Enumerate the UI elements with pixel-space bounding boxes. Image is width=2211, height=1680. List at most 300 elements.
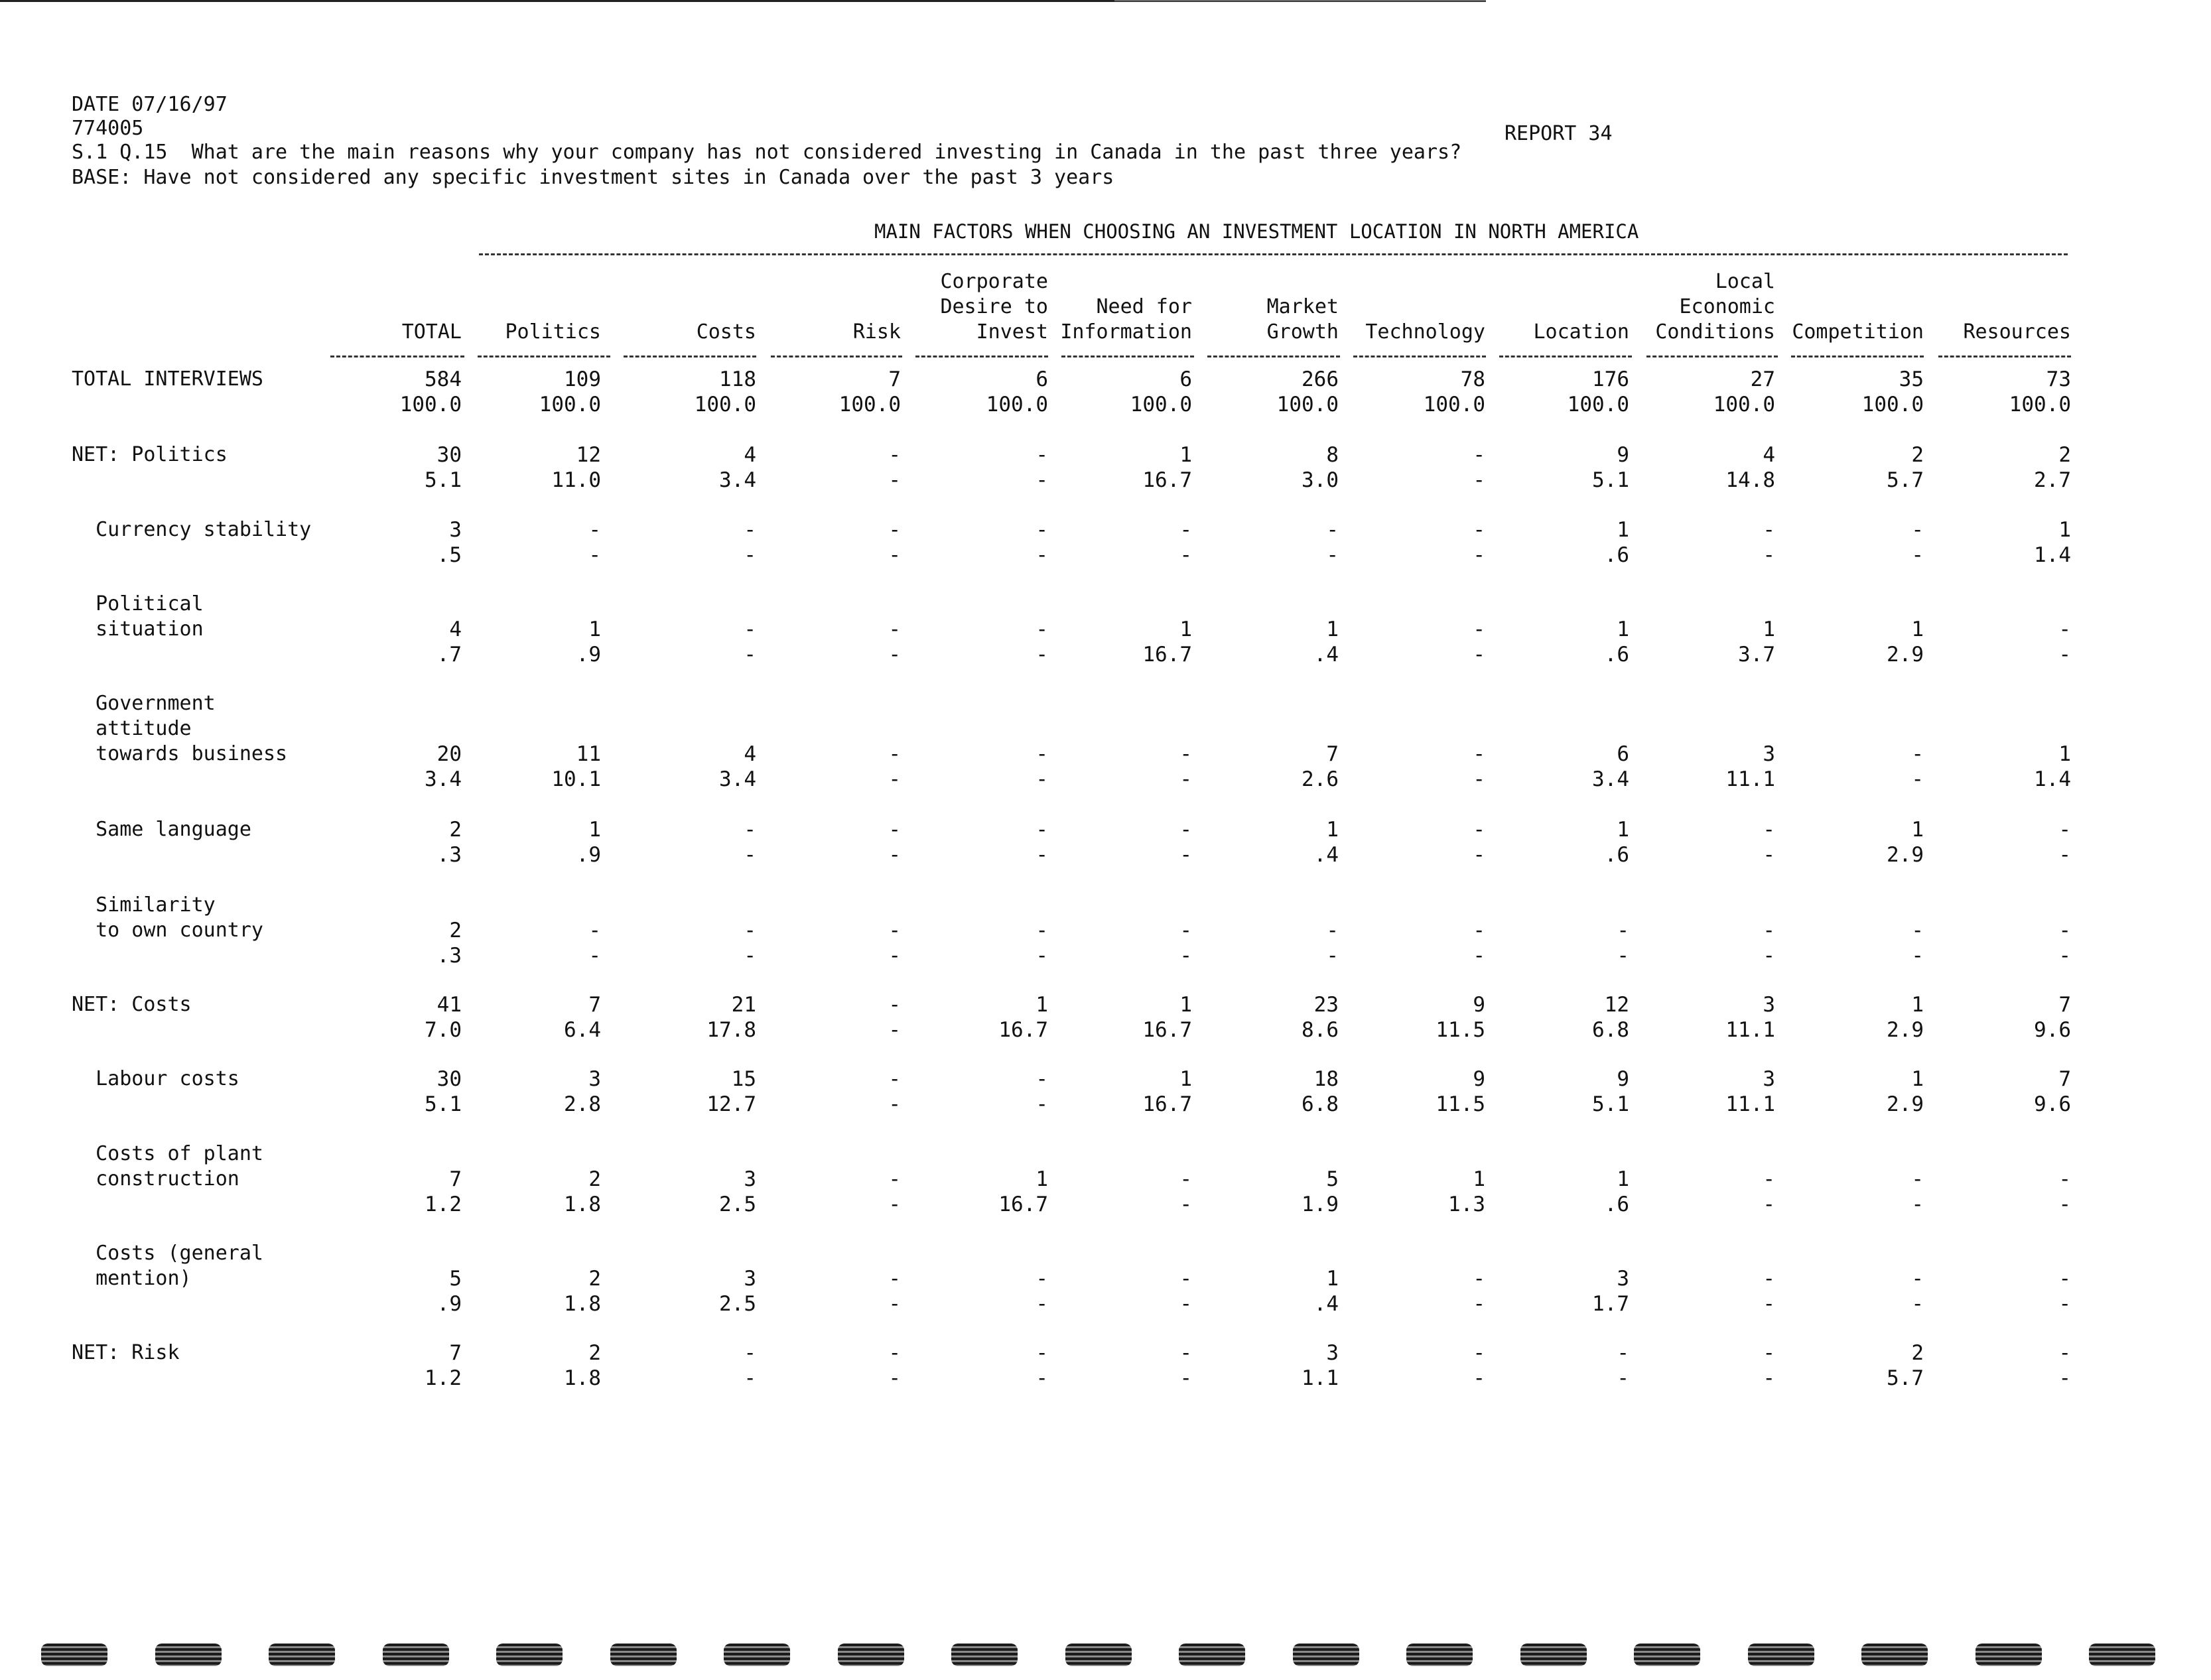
percent-cell: - <box>888 1193 901 1216</box>
percent-cell: - <box>1473 767 1485 791</box>
count-cell: 12 <box>1604 993 1629 1017</box>
percent-cell: 5.7 <box>1887 468 1924 492</box>
count-cell: - <box>744 518 756 542</box>
column-header: Local Economic Conditions <box>1655 270 1775 344</box>
percent-cell: 100.0 <box>2009 393 2071 417</box>
percent-cell: 2.6 <box>1302 767 1339 791</box>
count-cell: - <box>888 818 901 842</box>
count-cell: - <box>1036 1067 1048 1091</box>
count-cell: 30 <box>436 1067 462 1091</box>
percent-cell: .7 <box>436 643 462 667</box>
perforation-hole <box>610 1644 677 1666</box>
percent-cell: 16.7 <box>1142 468 1192 492</box>
count-cell: 20 <box>436 742 462 766</box>
percent-cell: 6.4 <box>564 1018 601 1042</box>
percent-cell: - <box>888 843 901 867</box>
percent-cell: 1.2 <box>425 1193 462 1216</box>
percent-cell: - <box>1036 843 1048 867</box>
count-cell: - <box>1473 742 1485 766</box>
percent-cell: - <box>1179 1193 1192 1216</box>
count-cell: 118 <box>719 367 756 391</box>
percent-cell: - <box>1326 543 1339 567</box>
count-cell: - <box>888 919 901 942</box>
percent-cell: .3 <box>436 843 462 867</box>
row-label: Labour costs <box>72 1067 239 1090</box>
column-header: Politics <box>505 320 601 344</box>
perforation-hole <box>496 1644 563 1666</box>
percent-cell: 3.4 <box>719 767 756 791</box>
percent-cell: - <box>744 643 756 667</box>
percent-cell: 2.9 <box>1887 643 1924 667</box>
count-cell: 7 <box>449 1167 462 1191</box>
percent-cell: 14.8 <box>1725 468 1775 492</box>
percent-cell: - <box>1911 944 1924 968</box>
count-cell: 9 <box>1473 1067 1485 1091</box>
percent-cell: 5.1 <box>425 468 462 492</box>
count-cell: 7 <box>449 1341 462 1365</box>
count-cell: - <box>1763 1341 1775 1365</box>
percent-cell: 2.7 <box>2034 468 2071 492</box>
count-cell: - <box>1473 919 1485 942</box>
base-text: BASE: Have not considered any specific investment sites in Canada over the past 3 years <box>72 166 1114 189</box>
count-cell: 1 <box>1473 1167 1485 1191</box>
count-cell: 1 <box>1911 993 1924 1017</box>
percent-cell: 100.0 <box>694 393 756 417</box>
count-cell: - <box>1179 1267 1192 1291</box>
count-cell: 3 <box>588 1067 601 1091</box>
count-cell: 584 <box>425 367 462 391</box>
percent-cell: .9 <box>436 1292 462 1316</box>
count-cell: 73 <box>2046 367 2071 391</box>
column-header-rule <box>330 355 464 357</box>
count-cell: - <box>1763 818 1775 842</box>
count-cell: 3 <box>744 1267 756 1291</box>
percent-cell: 2.9 <box>1887 1018 1924 1042</box>
percent-cell: 12.7 <box>706 1092 756 1116</box>
percent-cell: 100.0 <box>1130 393 1192 417</box>
percent-cell: 100.0 <box>838 393 901 417</box>
count-cell: - <box>1036 919 1048 942</box>
count-cell: - <box>888 518 901 542</box>
count-cell: 21 <box>731 993 756 1017</box>
percent-cell: - <box>1911 767 1924 791</box>
percent-cell: 100.0 <box>1861 393 1924 417</box>
count-cell: 7 <box>2058 993 2071 1017</box>
percent-cell: 11.5 <box>1436 1018 1485 1042</box>
count-cell: - <box>1179 1167 1192 1191</box>
column-header: Competition <box>1792 320 1924 344</box>
percent-cell: - <box>1763 843 1775 867</box>
count-cell: 12 <box>576 443 601 467</box>
count-cell: 1 <box>1617 1167 1629 1191</box>
percent-cell: 16.7 <box>1142 643 1192 667</box>
count-cell: 3 <box>1763 742 1775 766</box>
percent-cell: 5.1 <box>1592 468 1629 492</box>
count-cell: - <box>744 1341 756 1365</box>
count-cell: 6 <box>1036 367 1048 391</box>
percent-cell: 100.0 <box>1567 393 1629 417</box>
perforation-hole <box>724 1644 790 1666</box>
percent-cell: 11.0 <box>551 468 601 492</box>
count-cell: - <box>1036 1267 1048 1291</box>
count-cell: - <box>1473 518 1485 542</box>
row-label: Currency stability <box>72 518 312 541</box>
perforation-hole <box>1065 1644 1132 1666</box>
perforation-hole <box>1179 1644 1245 1666</box>
row-label: Same language <box>72 818 251 841</box>
percent-cell: .3 <box>436 944 462 968</box>
top-rule-secondary <box>1114 0 1486 1</box>
count-cell: 2 <box>1911 1341 1924 1365</box>
percent-cell: - <box>1179 767 1192 791</box>
perforation-hole <box>155 1644 222 1666</box>
perforation-hole <box>269 1644 335 1666</box>
perforation-hole <box>1634 1644 1700 1666</box>
count-cell: 1 <box>588 617 601 641</box>
row-label: Costs (general mention) <box>96 1242 263 1290</box>
percent-cell: 11.5 <box>1436 1092 1485 1116</box>
percent-cell: - <box>888 643 901 667</box>
count-cell: 2 <box>588 1341 601 1365</box>
count-cell: 9 <box>1617 1067 1629 1091</box>
percent-cell: .6 <box>1604 843 1629 867</box>
count-cell: 11 <box>576 742 601 766</box>
banner-title: MAIN FACTORS WHEN CHOOSING AN INVESTMENT LOCATION IN NORTH AMERICA <box>874 220 1639 243</box>
percent-cell: 2.9 <box>1887 843 1924 867</box>
count-cell: 6 <box>1617 742 1629 766</box>
percent-cell: 1.3 <box>1448 1193 1485 1216</box>
count-cell: - <box>888 1167 901 1191</box>
count-cell: 1 <box>1326 818 1339 842</box>
percent-cell: 9.6 <box>2034 1092 2071 1116</box>
perforation-hole <box>951 1644 1018 1666</box>
percent-cell: - <box>1036 1292 1048 1316</box>
column-header-rule <box>1499 355 1632 357</box>
column-header: Corporate Desire to Invest <box>940 270 1048 344</box>
percent-cell: 2.5 <box>719 1193 756 1216</box>
percent-cell: - <box>1179 944 1192 968</box>
percent-cell: 16.7 <box>1142 1092 1192 1116</box>
percent-cell: - <box>888 767 901 791</box>
count-cell: 23 <box>1313 993 1339 1017</box>
percent-cell: 11.1 <box>1725 767 1775 791</box>
count-cell: 5 <box>1326 1167 1339 1191</box>
column-header: Technology <box>1365 320 1485 344</box>
percent-cell: - <box>888 468 901 492</box>
percent-cell: 7.0 <box>425 1018 462 1042</box>
column-header-rule <box>478 355 610 357</box>
count-cell: - <box>1179 919 1192 942</box>
count-cell: 1 <box>2058 742 2071 766</box>
count-cell: 18 <box>1313 1067 1339 1091</box>
job-number: 774005 <box>72 117 144 140</box>
count-cell: 30 <box>436 443 462 467</box>
percent-cell: 100.0 <box>1423 393 1485 417</box>
count-cell: - <box>888 617 901 641</box>
column-header-rule <box>1207 355 1340 357</box>
row-label: NET: Politics <box>72 443 228 466</box>
percent-cell: - <box>1036 767 1048 791</box>
count-cell: - <box>1617 1341 1629 1365</box>
percent-cell: - <box>1473 468 1485 492</box>
percent-cell: .6 <box>1604 543 1629 567</box>
count-cell: 1 <box>1763 617 1775 641</box>
count-cell: - <box>2058 617 2071 641</box>
report-date: DATE 07/16/97 <box>72 93 228 116</box>
column-header-rule <box>915 355 1048 357</box>
row-label: TOTAL INTERVIEWS <box>72 367 263 391</box>
count-cell: - <box>1179 818 1192 842</box>
column-header-rule <box>771 355 902 357</box>
percent-cell: - <box>1473 1292 1485 1316</box>
count-cell: 7 <box>888 367 901 391</box>
perforation-hole <box>1976 1644 2042 1666</box>
percent-cell: - <box>1036 1366 1048 1390</box>
count-cell: 4 <box>744 443 756 467</box>
percent-cell: - <box>2058 643 2071 667</box>
percent-cell: 1.4 <box>2034 543 2071 567</box>
count-cell: 1 <box>1179 993 1192 1017</box>
count-cell: 2 <box>1911 443 1924 467</box>
count-cell: - <box>888 1267 901 1291</box>
percent-cell: .4 <box>1313 643 1339 667</box>
count-cell: - <box>1911 1267 1924 1291</box>
percent-cell: - <box>744 843 756 867</box>
percent-cell: - <box>2058 1366 2071 1390</box>
percent-cell: - <box>1911 1193 1924 1216</box>
percent-cell: 1.2 <box>425 1366 462 1390</box>
count-cell: 2 <box>588 1167 601 1191</box>
count-cell: 5 <box>449 1267 462 1291</box>
count-cell: 3 <box>1763 993 1775 1017</box>
count-cell: - <box>588 518 601 542</box>
row-label: Similarity to own country <box>96 893 263 942</box>
percent-cell: - <box>1179 543 1192 567</box>
percent-cell: - <box>1179 1292 1192 1316</box>
count-cell: - <box>1473 443 1485 467</box>
percent-cell: 3.7 <box>1738 643 1775 667</box>
percent-cell: - <box>888 1092 901 1116</box>
count-cell: - <box>1473 1341 1485 1365</box>
column-header: TOTAL <box>401 320 462 344</box>
percent-cell: 6.8 <box>1302 1092 1339 1116</box>
percent-cell: - <box>1763 1292 1775 1316</box>
percent-cell: 1.4 <box>2034 767 2071 791</box>
count-cell: - <box>888 443 901 467</box>
percent-cell: 100.0 <box>986 393 1048 417</box>
percent-cell: - <box>2058 944 2071 968</box>
count-cell: 109 <box>564 367 601 391</box>
count-cell: 2 <box>449 818 462 842</box>
percent-cell: 100.0 <box>399 393 462 417</box>
percent-cell: - <box>2058 843 2071 867</box>
percent-cell: 10.1 <box>551 767 601 791</box>
count-cell: 15 <box>731 1067 756 1091</box>
count-cell: 2 <box>588 1267 601 1291</box>
percent-cell: - <box>888 543 901 567</box>
percent-cell: 5.7 <box>1887 1366 1924 1390</box>
percent-cell: - <box>2058 1193 2071 1216</box>
percent-cell: .4 <box>1313 1292 1339 1316</box>
percent-cell: - <box>1473 843 1485 867</box>
percent-cell: 16.7 <box>1142 1018 1192 1042</box>
count-cell: 6 <box>1179 367 1192 391</box>
percent-cell: - <box>1617 944 1629 968</box>
count-cell: - <box>888 993 901 1017</box>
percent-cell: 6.8 <box>1592 1018 1629 1042</box>
percent-cell: 100.0 <box>1276 393 1339 417</box>
percent-cell: - <box>588 944 601 968</box>
percent-cell: - <box>1617 1366 1629 1390</box>
count-cell: 9 <box>1473 993 1485 1017</box>
percent-cell: - <box>1326 944 1339 968</box>
count-cell: 1 <box>1036 993 1048 1017</box>
count-cell: 176 <box>1592 367 1629 391</box>
percent-cell: 100.0 <box>1713 393 1775 417</box>
count-cell: 4 <box>1763 443 1775 467</box>
count-cell: - <box>1911 1167 1924 1191</box>
percent-cell: 1.9 <box>1302 1193 1339 1216</box>
percent-cell: - <box>2058 1292 2071 1316</box>
percent-cell: - <box>588 543 601 567</box>
percent-cell: - <box>1473 944 1485 968</box>
count-cell: - <box>1617 919 1629 942</box>
percent-cell: .5 <box>436 543 462 567</box>
percent-cell: - <box>1036 468 1048 492</box>
count-cell: 3 <box>1326 1341 1339 1365</box>
count-cell: 1 <box>1617 617 1629 641</box>
count-cell: 2 <box>449 919 462 942</box>
count-cell: - <box>1036 1341 1048 1365</box>
row-label: NET: Costs <box>72 993 192 1016</box>
percent-cell: - <box>1473 1366 1485 1390</box>
perforation-hole <box>838 1644 904 1666</box>
count-cell: - <box>888 1067 901 1091</box>
percent-cell: - <box>1036 543 1048 567</box>
count-cell: - <box>744 818 756 842</box>
percent-cell: 2.9 <box>1887 1092 1924 1116</box>
perforation-hole <box>1861 1644 1928 1666</box>
perforation-hole <box>1520 1644 1587 1666</box>
count-cell: - <box>2058 1267 2071 1291</box>
percent-cell: - <box>1911 543 1924 567</box>
report-number: REPORT 34 <box>1505 122 1613 145</box>
percent-cell: - <box>1763 543 1775 567</box>
count-cell: - <box>1326 919 1339 942</box>
column-header-rule <box>624 355 756 357</box>
column-header-rule <box>1791 355 1924 357</box>
count-cell: 1 <box>1179 1067 1192 1091</box>
count-cell: - <box>1763 518 1775 542</box>
count-cell: 1 <box>1179 443 1192 467</box>
row-label: Government attitude towards business <box>96 692 288 765</box>
count-cell: 7 <box>588 993 601 1017</box>
perforation-hole <box>1406 1644 1473 1666</box>
percent-cell: 1.8 <box>564 1292 601 1316</box>
percent-cell: .9 <box>576 643 601 667</box>
row-label: NET: Risk <box>72 1341 180 1364</box>
percent-cell: - <box>888 1018 901 1042</box>
count-cell: - <box>1179 518 1192 542</box>
count-cell: - <box>1911 518 1924 542</box>
percent-cell: 8.6 <box>1302 1018 1339 1042</box>
row-label: Political situation <box>96 592 204 641</box>
count-cell: - <box>1179 1341 1192 1365</box>
count-cell: 1 <box>588 818 601 842</box>
count-cell: - <box>1473 818 1485 842</box>
count-cell: 3 <box>1617 1267 1629 1291</box>
count-cell: - <box>1911 919 1924 942</box>
count-cell: - <box>1473 1267 1485 1291</box>
percent-cell: 3.4 <box>425 767 462 791</box>
count-cell: - <box>1179 742 1192 766</box>
percent-cell: 3.4 <box>1592 767 1629 791</box>
percent-cell: - <box>744 944 756 968</box>
count-cell: - <box>888 742 901 766</box>
count-cell: - <box>1036 443 1048 467</box>
column-header: Risk <box>852 320 901 344</box>
count-cell: - <box>1036 818 1048 842</box>
count-cell: - <box>588 919 601 942</box>
percent-cell: - <box>888 1292 901 1316</box>
column-header: Location <box>1533 320 1629 344</box>
count-cell: 1 <box>1617 818 1629 842</box>
count-cell: 1 <box>1036 1167 1048 1191</box>
count-cell: 27 <box>1750 367 1775 391</box>
count-cell: 7 <box>2058 1067 2071 1091</box>
percent-cell: - <box>1763 1366 1775 1390</box>
column-header-rule <box>1353 355 1486 357</box>
percent-cell: - <box>1179 843 1192 867</box>
count-cell: 4 <box>449 617 462 641</box>
count-cell: - <box>2058 1341 2071 1365</box>
count-cell: - <box>1036 617 1048 641</box>
column-header: Costs <box>696 320 756 344</box>
count-cell: - <box>1763 1167 1775 1191</box>
count-cell: - <box>744 919 756 942</box>
percent-cell: .6 <box>1604 1193 1629 1216</box>
percent-cell: .9 <box>576 843 601 867</box>
perforation-hole <box>1293 1644 1359 1666</box>
count-cell: 1 <box>1911 617 1924 641</box>
percent-cell: 16.7 <box>998 1193 1048 1216</box>
column-header-rule <box>1061 355 1194 357</box>
column-header: Market Growth <box>1266 295 1339 344</box>
count-cell: 1 <box>2058 518 2071 542</box>
percent-cell: 17.8 <box>706 1018 756 1042</box>
percent-cell: 11.1 <box>1725 1018 1775 1042</box>
count-cell: 3 <box>744 1167 756 1191</box>
percent-cell: .6 <box>1604 643 1629 667</box>
perforation-hole <box>383 1644 449 1666</box>
count-cell: 1 <box>1617 518 1629 542</box>
count-cell: 8 <box>1326 443 1339 467</box>
count-cell: 4 <box>744 742 756 766</box>
percent-cell: 3.4 <box>719 468 756 492</box>
percent-cell: - <box>1763 1193 1775 1216</box>
count-cell: - <box>1473 617 1485 641</box>
percent-cell: 2.5 <box>719 1292 756 1316</box>
count-cell: 1 <box>1326 617 1339 641</box>
count-cell: 41 <box>436 993 462 1017</box>
percent-cell: 1.8 <box>564 1193 601 1216</box>
count-cell: - <box>2058 919 2071 942</box>
column-header-rule <box>1646 355 1778 357</box>
percent-cell: - <box>1036 643 1048 667</box>
percent-cell: 5.1 <box>1592 1092 1629 1116</box>
count-cell: - <box>2058 818 2071 842</box>
count-cell: 9 <box>1617 443 1629 467</box>
